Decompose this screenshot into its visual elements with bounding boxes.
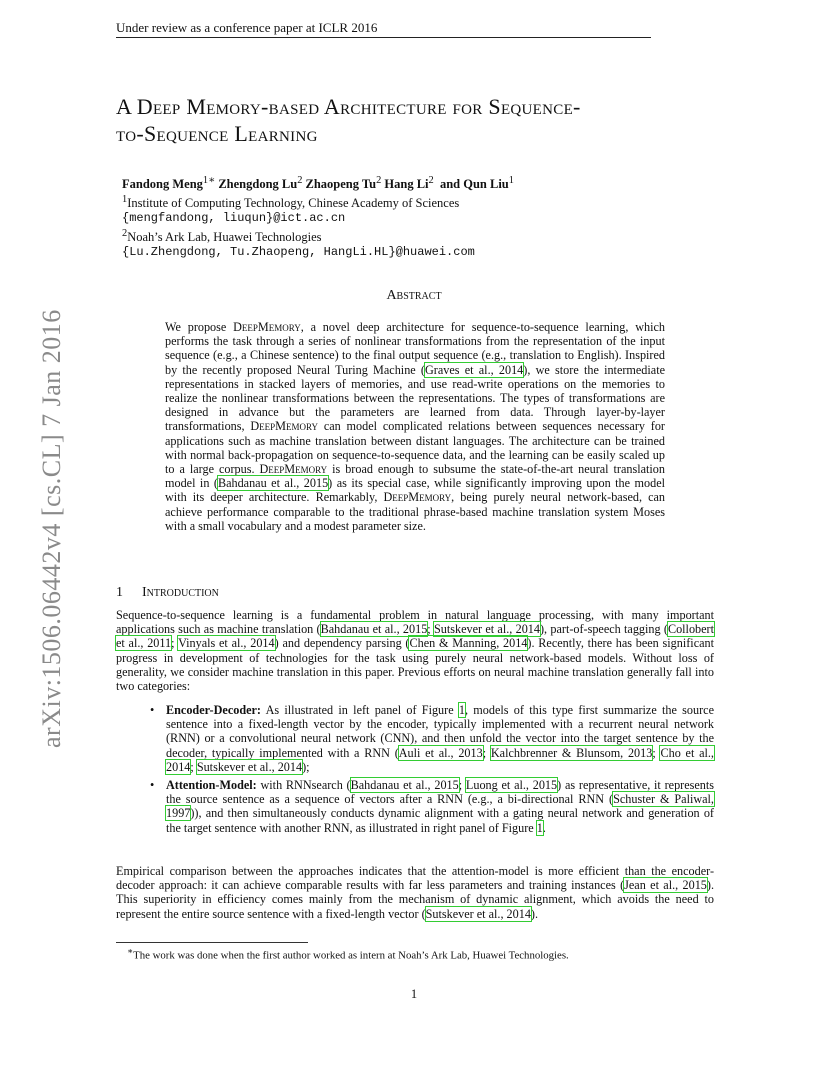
text-run: ) and dependency parsing ( — [274, 636, 410, 651]
text-run: ). This superiority in efficiency comes mainly from the mechanism of dynamic alignment, which avoids the need to represent the entire source sentence with a fixed-length vector ( — [116, 878, 715, 921]
citation-link[interactable]: Sutskever et al., 2014 — [425, 906, 531, 921]
comparison-paragraph — [116, 864, 714, 921]
header-rule — [116, 37, 651, 38]
text-run: , being purely neural network-based, can achieve performance comparable to the traditional phrase-based machine translation system Moses with a small vocabulary and a modest parameter size. — [165, 490, 665, 533]
section-title: Introduction — [142, 585, 219, 600]
text-run: ; — [458, 778, 466, 793]
author-name: Qun Liu — [463, 177, 509, 192]
intro-paragraph — [116, 608, 714, 693]
affiliation-text: Institute of Computing Technology, Chinese Academy of Sciences — [127, 196, 460, 211]
citation-link[interactable]: Auli et al., 2013 — [398, 745, 483, 760]
text-run: ; — [427, 622, 434, 637]
author-block — [122, 173, 514, 260]
author-name: Zhengdong Lu — [218, 177, 298, 192]
text-run: )), and then simultaneously conducts dynamic alignment with a gating neural network and generation of the target sentence with another RNN, as illustrated in right panel of Figure — [166, 806, 714, 835]
text-run: can model complicated relations between sequences necessary for applications such as machine translation between distant languages. The architecture can be trained with normal back-propagation on sequence-to-sequence data, and the learning can be easily scaled up to a large corpus. — [165, 419, 665, 477]
citation-link[interactable]: Kalchbrenner & Blunsom, 2013 — [490, 745, 653, 760]
email-2: {Lu.Zhengdong, Tu.Zhaopeng, HangLi.HL}@huawei.com — [122, 245, 475, 260]
footnote-rule — [116, 942, 308, 943]
page-number: 1 — [410, 987, 418, 1001]
author-sup: 1 — [508, 175, 514, 186]
text-run: with RNNsearch ( — [256, 778, 351, 793]
figure-link[interactable]: 1 — [458, 703, 465, 717]
text-run: , models of this type first summarize the source sentence into a fixed-length vector by the encoder, typically implemented with a recurrent neural network (RNN) or a convolutional neural network (CNN), and then unfold the vector into the target sentence by the decoder, typically implemented with a RNN ( — [166, 703, 714, 760]
running-header: Under review as a conference paper at ICLR 2016 — [116, 20, 378, 35]
text-run: . — [542, 820, 546, 835]
author-sup: 2 — [428, 175, 434, 186]
author-name: Zhaopeng Tu — [305, 177, 377, 192]
author-sup: 1∗ — [202, 175, 216, 186]
text-run: ) as its special case, while significantly improving upon the model with its deeper architecture. Remarkably, — [165, 476, 665, 505]
model-name: DeepMemory — [383, 490, 452, 505]
citation-link[interactable]: Jean et al., 2015 — [624, 878, 707, 893]
item-heading: Attention-Model: — [166, 778, 257, 793]
author-name: Fandong Meng — [122, 177, 203, 192]
citation-link[interactable]: Schuster & Paliwal, 1997 — [166, 792, 714, 821]
citation-link[interactable]: Sutskever et al., 2014 — [196, 759, 303, 774]
affiliation-1 — [122, 192, 514, 211]
affiliation-sup: 1 — [122, 194, 128, 206]
text-run: ; — [190, 759, 197, 774]
text-run: ) as representative, it represents the source sentence as a sequence of vectors after a RNN (e.g., a bi-directional RNN ( — [166, 778, 714, 807]
text-run: Empirical comparison between the approaches indicates that the attention-model is more efficient than the encoder-decoder approach: it can achieve comparable results with far less parameters and training instances ( — [116, 864, 714, 893]
affiliation-sup: 2 — [122, 228, 128, 240]
list-item — [146, 703, 714, 774]
author-sup: 2 — [376, 175, 382, 186]
citation-link[interactable]: Bahdanau et al., 2015 — [320, 622, 428, 637]
author-and: and — [439, 177, 461, 192]
citation-link[interactable]: Bahdanau et al., 2015 — [350, 778, 459, 793]
model-name: DeepMemory — [259, 462, 328, 477]
text-run: is broad enough to subsume the state-of-the-art neural translation model in ( — [165, 462, 665, 491]
bullet-icon: • — [150, 703, 155, 717]
citation-link[interactable]: Chen & Manning, 2014 — [409, 636, 528, 651]
author-names — [122, 173, 514, 192]
footnote-mark: ∗ — [127, 946, 134, 956]
text-run: We propose — [165, 320, 234, 334]
citation-link[interactable]: Graves et al., 2014 — [425, 362, 524, 377]
footnote — [127, 946, 569, 962]
list-item — [146, 778, 714, 835]
text-run: As illustrated in left panel of Figure — [260, 703, 459, 717]
citation-link[interactable]: Sutskever et al., 2014 — [433, 622, 540, 637]
footnote-text: The work was done when the first author worked as intern at Noah’s Ark Lab, Huawei Technologies. — [133, 949, 569, 962]
title-line-1: A Deep Memory-based Architecture for Sequence- — [116, 94, 581, 119]
arxiv-stamp[interactable]: arXiv:1506.06442v4 [cs.CL] 7 Jan 2016 — [37, 309, 66, 748]
figure-link[interactable]: 1 — [536, 820, 543, 835]
citation-link[interactable]: Bahdanau et al., 2015 — [217, 476, 329, 491]
category-list — [146, 703, 714, 839]
affiliation-text: Noah’s Ark Lab, Huawei Technologies — [127, 230, 322, 245]
model-name: DeepMemory — [233, 320, 301, 334]
citation-link[interactable]: Luong et al., 2015 — [465, 778, 558, 793]
section-heading — [116, 585, 219, 601]
author-name: Hang Li — [384, 177, 429, 192]
text-run: ; — [652, 745, 661, 760]
model-name: DeepMemory — [250, 419, 319, 434]
text-run: ; — [482, 745, 491, 760]
section-number: 1 — [116, 585, 123, 600]
text-run: Sequence-to-sequence learning is a fundamental problem in natural language processing, with many important applications such as machine translation ( — [116, 608, 714, 637]
text-run: ). — [530, 906, 539, 921]
email-1: {mengfandong, liuqun}@ict.ac.cn — [122, 211, 346, 226]
affiliation-2 — [122, 226, 514, 245]
abstract-heading: Abstract — [386, 288, 442, 303]
text-run: , a novel deep architecture for sequence-to-sequence learning, which performs the task through a series of nonlinear transformations from the representation of the input sequence (e.g., a Chinese sentence) to the final output sequence (e.g., translation to English). Inspired by the recently proposed Neural Turing Machine ( — [165, 320, 665, 377]
citation-link[interactable]: Cho et al., 2014 — [166, 745, 714, 774]
citation-link[interactable]: Vinyals et al., 2014 — [178, 636, 275, 651]
abstract-body — [165, 320, 665, 533]
paper-title — [116, 93, 716, 147]
text-run: ). Recently, there has been significant progress in development of technologies for the task using purely neural network-based models. Without loss of generality, we consider machine translation in this paper. Previous efforts on neural machine translation generally fall into two categories: — [116, 636, 714, 694]
bullet-icon: • — [150, 778, 155, 793]
text-run: ; — [171, 636, 179, 651]
author-sup: 2 — [297, 175, 303, 186]
text-run: ), we store the intermediate representations in stacked layers of memories, and use read-write operations on the memories to realize the nonlinear transformations between the representations. The types of transformations are designed in advance but the parameters are learned from data. Through layer-by-layer transformations, — [165, 362, 665, 434]
citation-link[interactable]: Collobert et al., 2011 — [116, 622, 714, 651]
text-run: ), part-of-speech tagging ( — [539, 622, 668, 637]
item-heading: Encoder-Decoder: — [166, 703, 261, 717]
text-run: ); — [302, 759, 310, 774]
title-line-2: to-Sequence Learning — [116, 121, 318, 146]
